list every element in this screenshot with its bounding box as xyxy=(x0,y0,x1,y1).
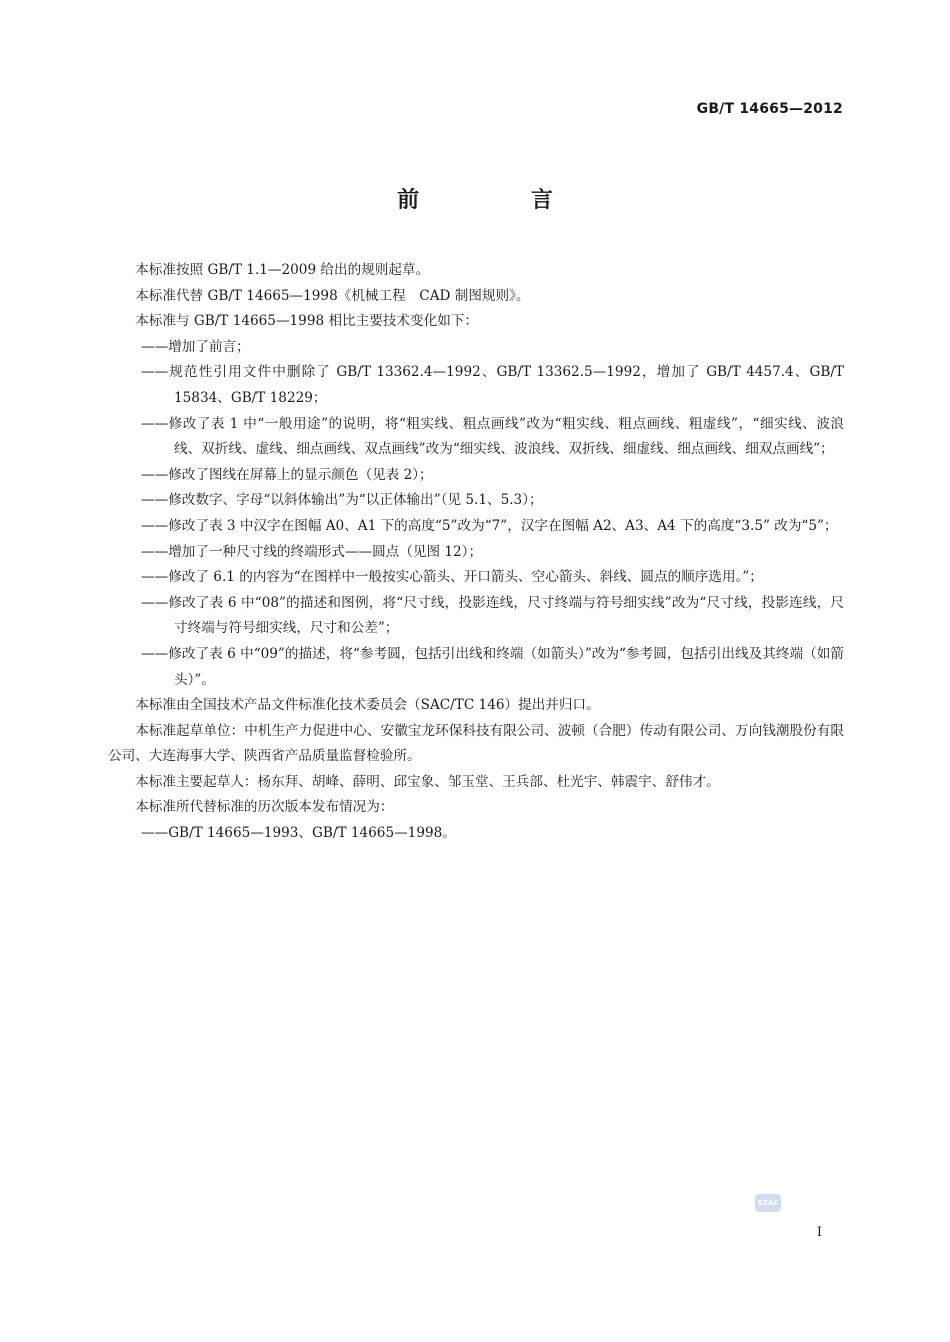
history-item: ——GB/T 14665—1993、GB/T 14665—1998。 xyxy=(141,825,456,842)
change-item: ——增加了一种尺寸线的终端形式——圆点（见图 12）； xyxy=(141,543,483,560)
change-item: ——修改了表 6 中“08”的描述和图例，将“尺寸线，投影连线，尺寸终端与符号细实线”改为“尺寸线，投影连线，尺寸终端与符号细实线，尺寸和公差”； xyxy=(141,594,844,637)
paragraph: 本标准起草单位：中机生产力促进中心、安徽宝龙环保科技有限公司、波顿（合肥）传动有限公司、万向钱潮股份有限公司、大连海事大学、陕西省产品质量监督检验所。 xyxy=(108,722,844,765)
page-title: 前 言 xyxy=(397,188,605,213)
page-number: I xyxy=(816,1225,822,1240)
change-item: ——修改了 6.1 的内容为“在图样中一般按实心箭头、开口箭头、空心箭头、斜线、圆点的顺序选用。”； xyxy=(141,569,763,586)
change-item: ——修改了表 3 中汉字在图幅 A0、A1 下的高度“5”改为“7”，汉字在图幅 A2、A3、A4 下的高度“3.5” 改为“5”； xyxy=(141,517,838,534)
document-body xyxy=(108,258,844,847)
standard-number: GB/T 14665—2012 xyxy=(696,101,843,117)
paragraph: 本标准所代替标准的历次版本发布情况为： xyxy=(135,799,394,816)
change-item: ——规范性引用文件中删除了 GB/T 13362.4—1992、GB/T 13362.5—1992，增加了 GB/T 4457.4、GB/T 15834、GB/T 18229； xyxy=(141,364,844,406)
paragraph: 本标准代替 GB/T 14665—1998《机械工程 CAD 制图规则》。 xyxy=(135,287,530,304)
paragraph: 本标准主要起草人：杨东拜、胡峰、薛明、邱宝象、邹玉堂、王兵部、杜光宇、韩震宇、舒伟才。 xyxy=(135,773,720,790)
change-item: ——修改了表 1 中“一般用途”的说明，将“粗实线、粗点画线”改为“粗实线、粗点画线、粗虚线”，“细实线、波浪线、双折线、虚线、细点画线、双点画线”改为“细实线、波浪线、双折线、细虚线、细点画线、细双点画线”； xyxy=(141,415,844,458)
paragraph: 本标准按照 GB/T 1.1—2009 给出的规则起草。 xyxy=(135,262,430,278)
change-item: ——修改了表 6 中“09”的描述，将“参考圆，包括引出线和终端（如箭头）”改为“参考圆，包括引出线及其终端（如箭头）”。 xyxy=(141,645,844,688)
watermark-logo-icon: SZAC xyxy=(755,1194,781,1212)
change-item: ——修改数字、字母“以斜体输出”为“以正体输出”（见 5.1、5.3）； xyxy=(141,492,543,509)
paragraph: 本标准由全国技术产品文件标准化技术委员会（SAC/TC 146）提出并归口。 xyxy=(135,697,600,714)
change-item: ——增加了前言； xyxy=(141,338,250,355)
change-item: ——修改了图线在屏幕上的显示颜色（见表 2）； xyxy=(141,466,433,483)
paragraph: 本标准与 GB/T 14665—1998 相比主要技术变化如下： xyxy=(135,313,478,330)
